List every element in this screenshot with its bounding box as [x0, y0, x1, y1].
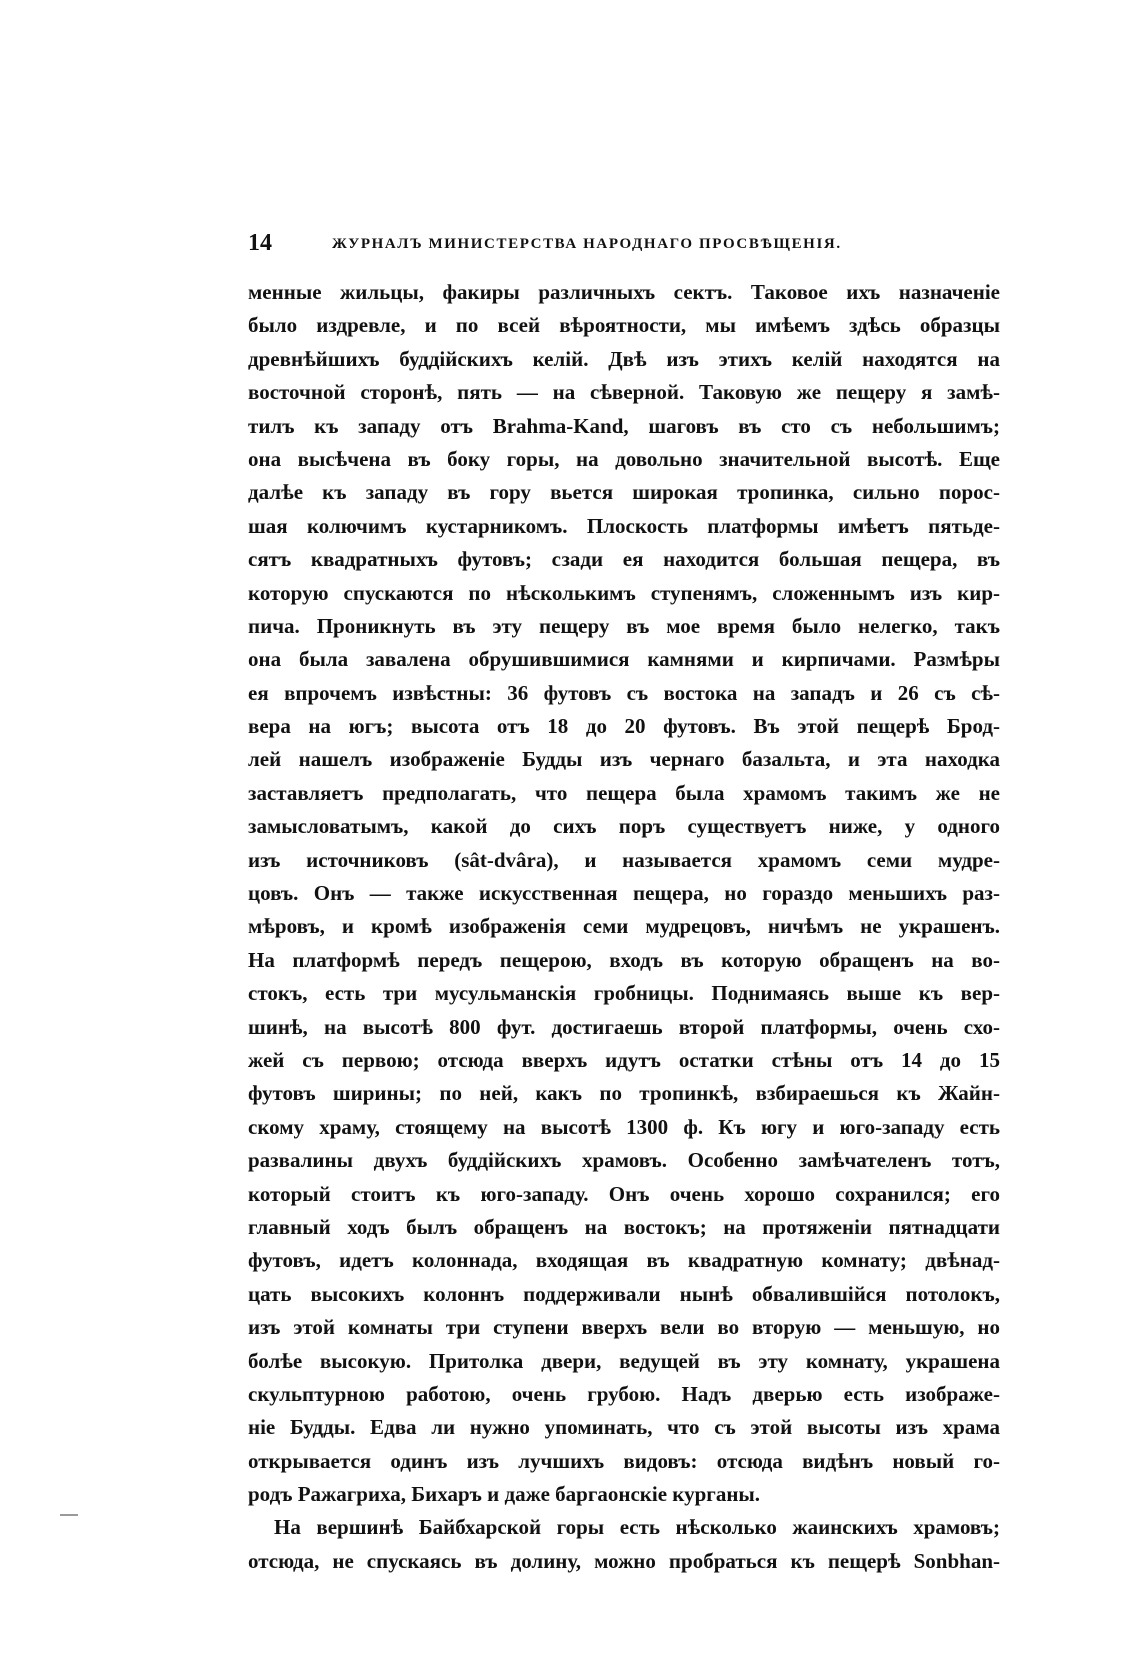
- text-line: цать высокихъ колоннъ поддерживали нынѣ обвалившійся потолокъ,: [248, 1281, 1000, 1306]
- text-line: футовъ, идетъ колоннада, входящая въ квадратную комнату; двѣнад-: [248, 1248, 1000, 1273]
- page-number: 14: [248, 230, 272, 256]
- text-line: изъ источниковъ (sât-dvâra), и называется храмомъ семи мудре-: [248, 847, 1000, 872]
- paragraph-end-line: родъ Ражагриха, Бихаръ и даже баргаонскіе курганы.: [248, 1482, 761, 1507]
- text-line: лей нашелъ изображеніе Будды изъ чернаго базальта, и эта находка: [248, 747, 1000, 772]
- text-line: развалины двухъ буддійскихъ храмовъ. Особенно замѣчателенъ тотъ,: [248, 1148, 1000, 1173]
- text-line: она высѣчена въ боку горы, на довольно значительной высотѣ. Еще: [248, 446, 1000, 471]
- body-text: [248, 276, 1000, 1578]
- text-line: мѣровъ, и кромѣ изображенія семи мудрецовъ, ничѣмъ не украшенъ.: [248, 914, 1000, 939]
- text-line: который стоитъ къ юго-западу. Онъ очень хорошо сохранился; его: [248, 1181, 1000, 1206]
- text-line: было издревле, и по всей вѣроятности, мы имѣемъ здѣсь образцы: [248, 313, 1000, 338]
- text-line: главный ходъ былъ обращенъ на востокъ; на протяженіи пятнадцати: [248, 1214, 1000, 1239]
- text-line: тилъ къ западу отъ Brahma-Kand, шаговъ въ сто съ небольшимъ;: [248, 413, 1000, 438]
- text-line: стокъ, есть три мусульманскія гробницы. Поднимаясь выше къ вер-: [248, 981, 1000, 1006]
- text-line: ея впрочемъ извѣстны: 36 футовъ съ востока на западъ и 26 съ сѣ-: [248, 680, 1000, 705]
- text-line: цовъ. Онъ — также искусственная пещера, но гораздо меньшихъ раз-: [248, 881, 1000, 906]
- text-line: отсюда, не спускаясь въ долину, можно пробраться къ пещерѣ Sonbhan-: [248, 1548, 1000, 1573]
- text-line: ніе Будды. Едва ли нужно упоминать, что съ этой высоты изъ храма: [248, 1415, 1000, 1440]
- text-line: скому храму, стоящему на высотѣ 1300 ф. Къ югу и юго-западу есть: [248, 1114, 1000, 1139]
- text-line: она была завалена обрушившимися камнями и кирпичами. Размѣры: [248, 647, 1000, 672]
- text-line: На платформѣ передъ пещерою, входъ въ которую обращенъ на во-: [248, 947, 1000, 972]
- text-line: сятъ квадратныхъ футовъ; сзади ея находится большая пещера, въ: [248, 547, 1000, 572]
- text-line: футовъ ширины; по ней, какъ по тропинкѣ, взбираешься къ Жайн-: [248, 1081, 1000, 1106]
- text-line: пича. Проникнуть въ эту пещеру въ мое время было нелегко, такъ: [248, 613, 1000, 638]
- text-line: изъ этой комнаты три ступени вверхъ вели во вторую — меньшую, но: [248, 1315, 1000, 1340]
- text-line: замысловатымъ, какой до сихъ поръ существуетъ ниже, у одного: [248, 814, 1000, 839]
- margin-mark: [60, 1514, 78, 1516]
- text-line: далѣе къ западу въ гору вьется широкая тропинка, сильно порос-: [248, 480, 1000, 505]
- text-line: шинѣ, на высотѣ 800 фут. достигаешь второй платформы, очень схо-: [248, 1014, 1000, 1039]
- text-line: древнѣйшихъ буддійскихъ келій. Двѣ изъ этихъ келій находятся на: [248, 346, 1000, 371]
- paragraph-start-line: На вершинѣ Байбхарской горы есть нѣсколько жаинскихъ храмовъ;: [274, 1515, 1000, 1540]
- text-line: менные жильцы, факиры различныхъ сектъ. Таковое ихъ назначеніе: [248, 280, 1000, 304]
- text-line: скульптурною работою, очень грубою. Надъ дверью есть изображе-: [248, 1381, 1000, 1406]
- text-line: вера на югъ; высота отъ 18 до 20 футовъ. Въ этой пещерѣ Брод-: [248, 714, 1000, 739]
- page-header: [248, 226, 1000, 260]
- text-line: открывается одинъ изъ лучшихъ видовъ: отсюда видѣнъ новый го-: [248, 1448, 1000, 1473]
- text-line: заставляетъ предполагать, что пещера была храмомъ такимъ же не: [248, 780, 1000, 805]
- text-line: восточной сторонѣ, пять — на сѣверной. Таковую же пещеру я замѣ-: [248, 380, 1000, 405]
- text-line: болѣе высокую. Притолка двери, ведущей въ эту комнату, украшена: [248, 1348, 1000, 1373]
- text-line: которую спускаются по нѣсколькимъ ступенямъ, сложеннымъ изъ кир-: [248, 580, 1000, 605]
- text-line: жей съ первою; отсюда вверхъ идутъ остатки стѣны отъ 14 до 15: [248, 1047, 1000, 1072]
- running-head: ЖУРНАЛЪ МИНИСТЕРСТВА НАРОДНАГО ПРОСВѢЩЕНІЯ.: [332, 236, 842, 252]
- text-line: шая колючимъ кустарникомъ. Плоскость платформы имѣетъ пятьде-: [248, 513, 1000, 538]
